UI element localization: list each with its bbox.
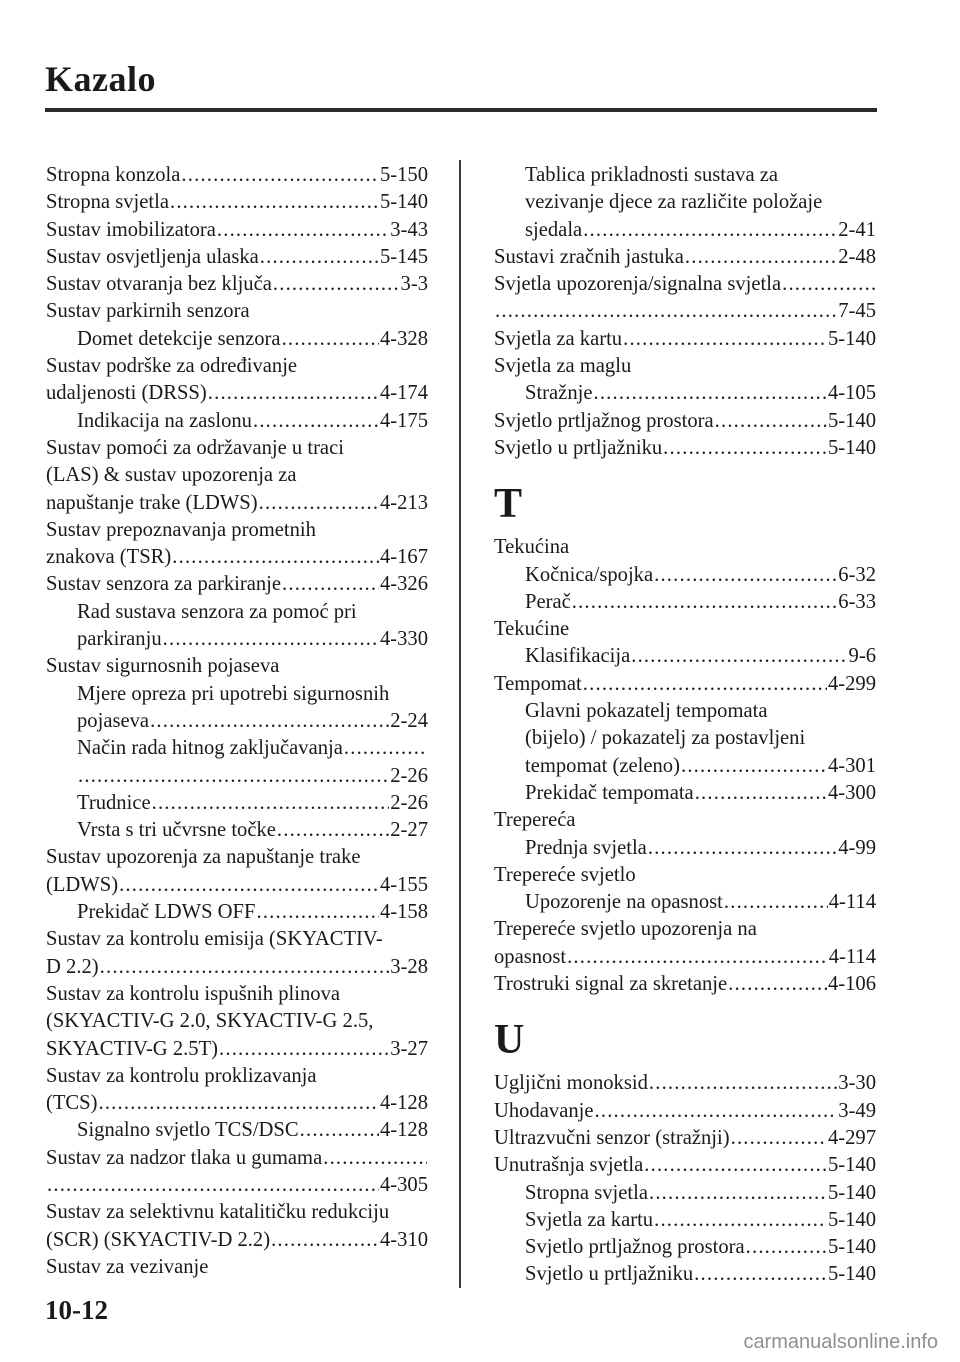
index-subentry (494, 589, 876, 616)
entry-text: Svjetlo prtljažnog prostora (494, 409, 714, 432)
entry-page-ref: 4-328 (379, 327, 428, 350)
index-entry (494, 807, 876, 834)
index-subentry (494, 780, 876, 807)
index-entry (494, 1152, 876, 1179)
entry-page-ref: 2-41 (838, 218, 876, 241)
index-subentry (46, 817, 428, 844)
dot-leader (495, 298, 837, 325)
dot-leader (344, 735, 427, 762)
index-subentry (46, 790, 428, 817)
entry-text: pojaseva (77, 709, 150, 732)
entry-page-ref: 4-99 (838, 836, 876, 859)
dot-leader (98, 1090, 378, 1117)
entry-text: Sustav za selektivnu katalitičku redukciju (46, 1201, 390, 1224)
entry-page-ref: 4-114 (828, 945, 876, 968)
entry-text: Sustav za kontrolu proklizavanja (46, 1064, 317, 1087)
entry-text: Trepereće svjetlo upozorenja na (494, 918, 757, 941)
entry-text: Sustav za kontrolu ispušnih plinova (46, 982, 341, 1005)
dot-leader (685, 244, 837, 271)
index-entry (46, 1008, 428, 1035)
index-subentry (46, 763, 428, 790)
index-entry (494, 971, 876, 998)
entry-text: sjedala (525, 218, 583, 241)
entry-text: Sustav parkirnih senzora (46, 300, 250, 323)
dot-leader (731, 1125, 827, 1152)
entry-text: Sustav za nadzor tlaka u gumama (46, 1146, 323, 1169)
dot-leader (277, 817, 389, 844)
index-column-left (46, 162, 428, 1281)
dot-leader (595, 1098, 838, 1125)
index-entry (494, 244, 876, 271)
dot-leader (170, 189, 379, 216)
dot-leader (282, 571, 379, 598)
index-subentry (494, 1261, 876, 1288)
index-entry (46, 380, 428, 407)
entry-text: Svjetlo prtljažnog prostora (525, 1236, 745, 1259)
index-entry (46, 217, 428, 244)
entry-text: Klasifikacija (525, 645, 631, 668)
entry-page-ref: 6-33 (838, 590, 876, 613)
entry-text: Sustavi zračnih jastuka (494, 245, 684, 268)
dot-leader (649, 1180, 827, 1207)
index-entry (46, 271, 428, 298)
dot-leader (253, 408, 379, 435)
entry-text: Domet detekcije senzora (77, 327, 281, 350)
entry-page-ref: 4-301 (827, 754, 876, 777)
index-entry (494, 916, 876, 943)
index-entry (46, 653, 428, 680)
entry-page-ref: 5-140 (827, 1208, 876, 1231)
index-subentry (494, 162, 876, 189)
index-subentry (494, 698, 876, 725)
entry-text: Kočnica/spojka (525, 563, 654, 586)
index-subentry (46, 626, 428, 653)
entry-text: D 2.2) (46, 955, 99, 978)
entry-text: Način rada hitnog zaključavanja (77, 737, 343, 760)
index-entry (46, 435, 428, 462)
index-entry (46, 544, 428, 571)
index-entry (494, 408, 876, 435)
index-subentry (46, 1117, 428, 1144)
index-entry (494, 862, 876, 889)
entry-page-ref: 4-297 (827, 1126, 876, 1149)
index-entry (46, 189, 428, 216)
index-entry (46, 1090, 428, 1117)
index-subentry (46, 408, 428, 435)
entry-page-ref: 4-326 (379, 573, 428, 596)
index-entry (46, 844, 428, 871)
index-entry (494, 353, 876, 380)
entry-page-ref: 4-167 (379, 546, 428, 569)
index-entry (494, 435, 876, 462)
entry-text: Sustav osvjetljenja ulaska (46, 245, 259, 268)
entry-page-ref: 4-106 (827, 973, 876, 996)
dot-leader (181, 162, 379, 189)
index-section-letter: T (494, 481, 523, 528)
index-entry (494, 1125, 876, 1152)
index-entry (46, 1036, 428, 1063)
index-entry (494, 271, 876, 298)
entry-page-ref: 3-28 (390, 955, 428, 978)
dot-leader (152, 790, 390, 817)
entry-text: Tekućina (494, 536, 570, 559)
entry-text: Svjetlo u prtljažniku (494, 436, 663, 459)
entry-text: (SCR) (SKYACTIV-D 2.2) (46, 1228, 271, 1251)
dot-leader (208, 380, 379, 407)
entry-text: Trudnice (77, 791, 151, 814)
entry-page-ref: 4-213 (379, 491, 428, 514)
entry-text: znakova (TSR) (46, 546, 172, 569)
index-entry (494, 944, 876, 971)
entry-text: (TCS) (46, 1092, 98, 1115)
dot-leader (694, 1261, 827, 1288)
entry-text: Mjere opreza pri upotrebi sigurnosnih (77, 682, 390, 705)
index-subentry (494, 1180, 876, 1207)
index-entry (46, 462, 428, 489)
entry-text: (LAS) & sustav upozorenja za (46, 464, 297, 487)
dot-leader (300, 1117, 379, 1144)
index-subentry (494, 1207, 876, 1234)
entry-text: Sustav upozorenja za napuštanje trake (46, 846, 361, 869)
entry-text: Trostruki signal za skretanje (494, 973, 728, 996)
dot-leader (715, 408, 827, 435)
index-subentry (494, 1234, 876, 1261)
entry-text: Sustav za kontrolu emisija (SKYACTIV- (46, 928, 383, 951)
entry-text: Stropna svjetla (46, 191, 169, 214)
entry-text: Sustav podrške za određivanje (46, 355, 298, 378)
entry-text: Vrsta s tri učvrsne točke (77, 819, 276, 842)
dot-leader (219, 1036, 389, 1063)
dot-leader (256, 899, 378, 926)
dot-leader (654, 1207, 827, 1234)
entry-page-ref: 3-43 (390, 218, 428, 241)
dot-leader (217, 217, 389, 244)
index-entry (46, 517, 428, 544)
entry-text: (bijelo) / pokazatelj za postavljeni (525, 727, 806, 750)
dot-leader (654, 562, 837, 589)
dot-leader (323, 1145, 427, 1172)
index-entry (494, 616, 876, 643)
index-subentry (46, 735, 428, 762)
index-entry (46, 926, 428, 953)
entry-page-ref: 4-330 (379, 628, 428, 651)
entry-page-ref: 5-140 (827, 409, 876, 432)
dot-leader (663, 435, 827, 462)
entry-text: Perač (525, 590, 571, 613)
dot-leader (100, 954, 390, 981)
entry-page-ref: 3-3 (400, 273, 428, 296)
entry-text: Prednja svjetla (525, 836, 647, 859)
dot-leader (648, 835, 837, 862)
entry-text: Indikacija na zaslonu (77, 409, 252, 432)
entry-page-ref: 2-27 (390, 819, 428, 842)
dot-leader (119, 872, 379, 899)
entry-text: udaljenosti (DRSS) (46, 382, 207, 405)
entry-text: Signalno svjetlo TCS/DSC (77, 1119, 299, 1142)
entry-page-ref: 4-105 (827, 382, 876, 405)
entry-text: Ultrazvučni senzor (stražnji) (494, 1126, 730, 1149)
entry-text: Prekidač LDWS OFF (77, 901, 256, 924)
entry-page-ref: 5-150 (379, 164, 428, 186)
entry-page-ref: 4-300 (827, 781, 876, 804)
index-subentry (494, 562, 876, 589)
index-subentry (494, 753, 876, 780)
entry-page-ref: 6-32 (838, 563, 876, 586)
dot-leader (271, 1227, 379, 1254)
entry-text: parkiranju (77, 628, 162, 651)
entry-text: SKYACTIV-G 2.5T) (46, 1037, 218, 1060)
dot-leader (623, 326, 827, 353)
index-entry (46, 1063, 428, 1090)
index-subentry (494, 889, 876, 916)
dot-leader (259, 490, 379, 517)
dot-leader (649, 1070, 837, 1097)
dot-leader (163, 626, 379, 653)
index-entry (46, 244, 428, 271)
index-entry (46, 162, 428, 189)
index-subentry (494, 217, 876, 244)
index-subentry (46, 599, 428, 626)
entry-text: Svjetlo u prtljažniku (525, 1263, 694, 1286)
dot-leader (78, 763, 389, 790)
entry-page-ref: 4-158 (379, 901, 428, 924)
index-entry (46, 1172, 428, 1199)
entry-page-ref: 2-26 (390, 764, 428, 787)
dot-leader (282, 326, 379, 353)
entry-page-ref: 4-310 (379, 1228, 428, 1251)
index-entry (494, 326, 876, 353)
index-entry (46, 571, 428, 598)
dot-leader (47, 1172, 379, 1199)
entry-text: Sustav senzora za parkiranje (46, 573, 282, 596)
index-entry (46, 298, 428, 325)
index-subentry (46, 708, 428, 735)
dot-leader (746, 1234, 827, 1261)
entry-page-ref: 3-27 (390, 1037, 428, 1060)
dot-leader (644, 1152, 827, 1179)
page-number: 10-12 (45, 1295, 108, 1325)
index-column-right (494, 162, 876, 1289)
index-subentry (46, 326, 428, 353)
index-entry (494, 534, 876, 561)
entry-page-ref: 4-305 (379, 1173, 428, 1196)
entry-page-ref: 5-140 (379, 191, 428, 214)
dot-leader (631, 643, 847, 670)
index-entry (494, 1070, 876, 1097)
index-section-letter: U (494, 1017, 525, 1064)
dot-leader (681, 753, 827, 780)
entry-page-ref: 7-45 (838, 300, 876, 323)
index-subentry (46, 681, 428, 708)
dot-leader (695, 780, 827, 807)
column-divider (459, 160, 461, 1288)
entry-text: (LDWS) (46, 873, 119, 896)
entry-text: vezivanje djece za različite položaje (525, 191, 823, 214)
dot-leader (593, 380, 826, 407)
index-entry (46, 954, 428, 981)
entry-text: tempomat (zeleno) (525, 754, 680, 777)
index-entry (46, 353, 428, 380)
entry-text: Svjetla upozorenja/signalna svjetla (494, 273, 782, 296)
dot-leader (724, 889, 828, 916)
entry-page-ref: 4-175 (379, 409, 428, 432)
entry-text: Rad sustava senzora za pomoć pri (77, 600, 357, 623)
entry-text: Sustav sigurnosnih pojaseva (46, 655, 280, 678)
entry-text: Tempomat (494, 672, 582, 695)
entry-page-ref: 4-128 (379, 1119, 428, 1142)
dot-leader (728, 971, 827, 998)
entry-page-ref: 2-48 (838, 245, 876, 268)
entry-page-ref: 5-140 (827, 1181, 876, 1204)
watermark: carmanualsonline.info (743, 1331, 938, 1353)
entry-text: Uhodavanje (494, 1099, 594, 1122)
entry-text: Glavni pokazatelj tempomata (525, 700, 768, 723)
index-entry (46, 1254, 428, 1281)
entry-page-ref: 5-140 (827, 1154, 876, 1177)
entry-page-ref: 5-140 (827, 1236, 876, 1259)
entry-text: Sustav pomoći za održavanje u traci (46, 436, 344, 459)
index-entry (494, 298, 876, 325)
entry-text: Prekidač tempomata (525, 781, 694, 804)
index-subentry (494, 835, 876, 862)
entry-page-ref: 5-140 (827, 436, 876, 459)
entry-text: Sustav za vezivanje (46, 1255, 209, 1278)
entry-text: Upozorenje na opasnost (525, 891, 723, 914)
entry-text: Svjetla za kartu (494, 327, 623, 350)
entry-text: Stropna konzola (46, 164, 181, 186)
index-entry (494, 671, 876, 698)
entry-text: Tablica prikladnosti sustava za (525, 164, 779, 186)
entry-page-ref: 4-128 (379, 1092, 428, 1115)
entry-text: Sustav otvaranja bez ključa (46, 273, 272, 296)
index-entry (46, 490, 428, 517)
index-entry (494, 1098, 876, 1125)
entry-text: Trepereće svjetlo (494, 863, 636, 886)
entry-text: Sustav imobilizatora (46, 218, 216, 241)
dot-leader (567, 944, 828, 971)
entry-page-ref: 4-155 (379, 873, 428, 896)
index-entry (46, 1145, 428, 1172)
entry-text: Svjetla za maglu (494, 355, 632, 378)
dot-leader (150, 708, 389, 735)
entry-page-ref: 4-299 (827, 672, 876, 695)
index-entry (46, 1227, 428, 1254)
entry-page-ref: 5-145 (379, 245, 428, 268)
dot-leader (172, 544, 379, 571)
entry-text: Stropna svjetla (525, 1181, 648, 1204)
dot-leader (260, 244, 379, 271)
index-subentry (494, 189, 876, 216)
entry-text: napuštanje trake (LDWS) (46, 491, 258, 514)
entry-text: Unutrašnja svjetla (494, 1154, 644, 1177)
index-subentry (494, 380, 876, 407)
page-title: Kazalo (45, 59, 156, 99)
entry-text: Stražnje (525, 382, 593, 405)
entry-text: Tekućine (494, 618, 570, 641)
index-subentry (494, 725, 876, 752)
entry-text: Trepereća (494, 809, 576, 832)
dot-leader (583, 671, 827, 698)
dot-leader (572, 589, 838, 616)
entry-page-ref: 4-114 (828, 891, 876, 914)
entry-page-ref: 5-140 (827, 327, 876, 350)
index-subentry (494, 643, 876, 670)
entry-text: (SKYACTIV-G 2.0, SKYACTIV-G 2.5, (46, 1010, 374, 1033)
entry-page-ref: 5-140 (827, 1263, 876, 1286)
index-entry (46, 872, 428, 899)
entry-page-ref: 2-26 (390, 791, 428, 814)
entry-text: Ugljični monoksid (494, 1072, 648, 1095)
entry-page-ref: 3-30 (838, 1072, 876, 1095)
dot-leader (782, 271, 875, 298)
index-entry (46, 1199, 428, 1226)
entry-text: Sustav prepoznavanja prometnih (46, 518, 316, 541)
index-entry (46, 981, 428, 1008)
entry-text: opasnost (494, 945, 567, 968)
entry-page-ref: 2-24 (390, 709, 428, 732)
index-subentry (46, 899, 428, 926)
entry-text: Svjetla za kartu (525, 1208, 654, 1231)
dot-leader (583, 217, 837, 244)
entry-page-ref: 3-49 (838, 1099, 876, 1122)
header-rule (45, 108, 877, 112)
entry-page-ref: 4-174 (379, 382, 428, 405)
entry-page-ref: 9-6 (848, 645, 876, 668)
dot-leader (273, 271, 400, 298)
